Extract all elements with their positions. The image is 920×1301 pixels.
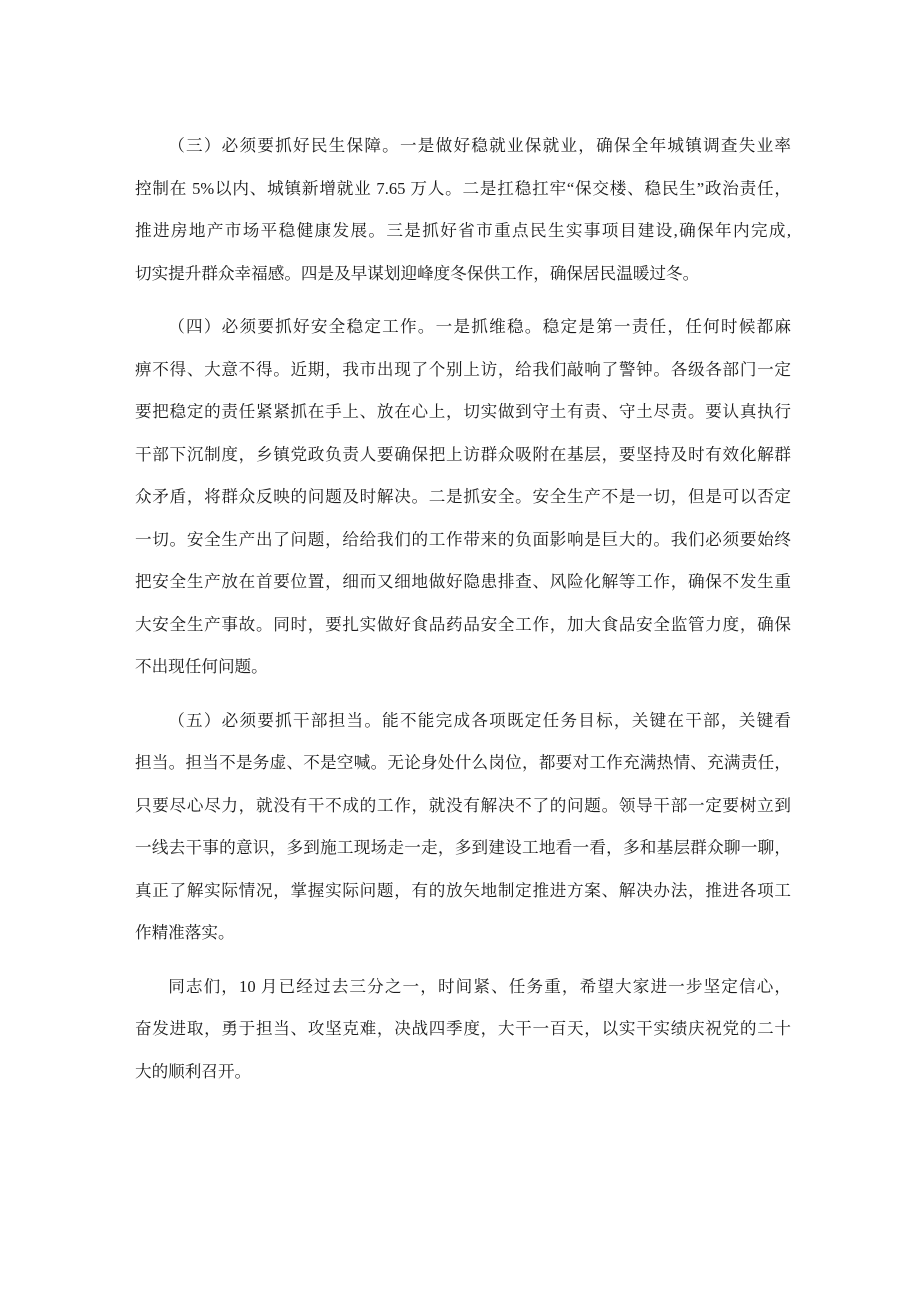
- text-line: 要把稳定的责任紧紧抓在手上、放在心上，切实做到守土有责、守土尽责。要认真执行: [135, 402, 791, 421]
- paragraph-closing-remarks: [135, 966, 791, 1094]
- text-line: 作精准落实。: [135, 923, 235, 942]
- text-line: 真正了解实际情况，掌握实际问题，有的放矢地制定推进方案、解决办法，推进各项工: [135, 880, 791, 900]
- text-line: （四）必须要抓好安全稳定工作。一是抓维稳。稳定是第一责任，任何时候都麻: [168, 317, 791, 336]
- text-line: 只要尽心尽力，就没有干不成的工作，就没有解决不了的问题。领导干部一定要树立到: [135, 795, 791, 815]
- text-line: 众矛盾，将群众反映的问题及时解决。二是抓安全。安全生产不是一切，但是可以否定: [135, 487, 791, 506]
- text-line: 一切。安全生产出了问题，给给我们的工作带来的负面影响是巨大的。我们必须要始终: [135, 529, 791, 549]
- document-body: [135, 125, 791, 1104]
- text-line: 控制在 5%以内、城镇新增就业 7.65 万人。二是扛稳扛牢“保交楼、稳民生”政治责任，: [135, 178, 791, 198]
- text-line: 推进房地产市场平稳健康发展。三是抓好省市重点民生实事项目建设,确保年内完成,: [135, 221, 791, 240]
- text-line: 同志们，10 月已经过去三分之一，时间紧、任务重，希望大家进一步坚定信心，: [168, 976, 791, 996]
- text-line: 奋发进取，勇于担当、攻坚克难，决战四季度，大干一百天，以实干实绩庆祝党的二十: [135, 1019, 791, 1038]
- text-line: 担当。担当不是务虚、不是空喊。无论身处什么岗位，都要对工作充满热情、充满责任，: [135, 753, 791, 772]
- text-line: 一线去干事的意识，多到施工现场走一走，多到建设工地看一看，多和基层群众聊一聊，: [135, 838, 791, 857]
- text-line: （五）必须要抓干部担当。能不能完成各项既定任务目标，关键在干部，关键看: [168, 710, 791, 730]
- text-line: 把安全生产放在首要位置，细而又细地做好隐患排查、风险化解等工作，确保不发生重: [135, 572, 791, 591]
- text-line: 不出现任何问题。: [135, 657, 268, 676]
- text-line: （三）必须要抓好民生保障。一是做好稳就业保就业，确保全年城镇调查失业率: [168, 136, 791, 155]
- paragraph-section-3-livelihood: [135, 125, 791, 295]
- text-line: 干部下沉制度，乡镇党政负责人要确保把上访群众吸附在基层，要坚持及时有效化解群: [135, 444, 791, 464]
- text-line: 大安全生产事故。同时，要扎实做好食品药品安全工作，加大食品安全监管力度，确保: [135, 614, 791, 634]
- text-line: 大的顺利召开。: [135, 1061, 252, 1081]
- paragraph-section-4-safety-stability: [135, 306, 791, 689]
- paragraph-section-5-cadre-responsibility: [135, 700, 791, 955]
- text-line: 切实提升群众幸福感。四是及早谋划迎峰度冬保供工作，确保居民温暖过冬。: [135, 263, 700, 283]
- text-line: 痹不得、大意不得。近期，我市出现了个别上访，给我们敲响了警钟。各级各部门一定: [135, 359, 791, 379]
